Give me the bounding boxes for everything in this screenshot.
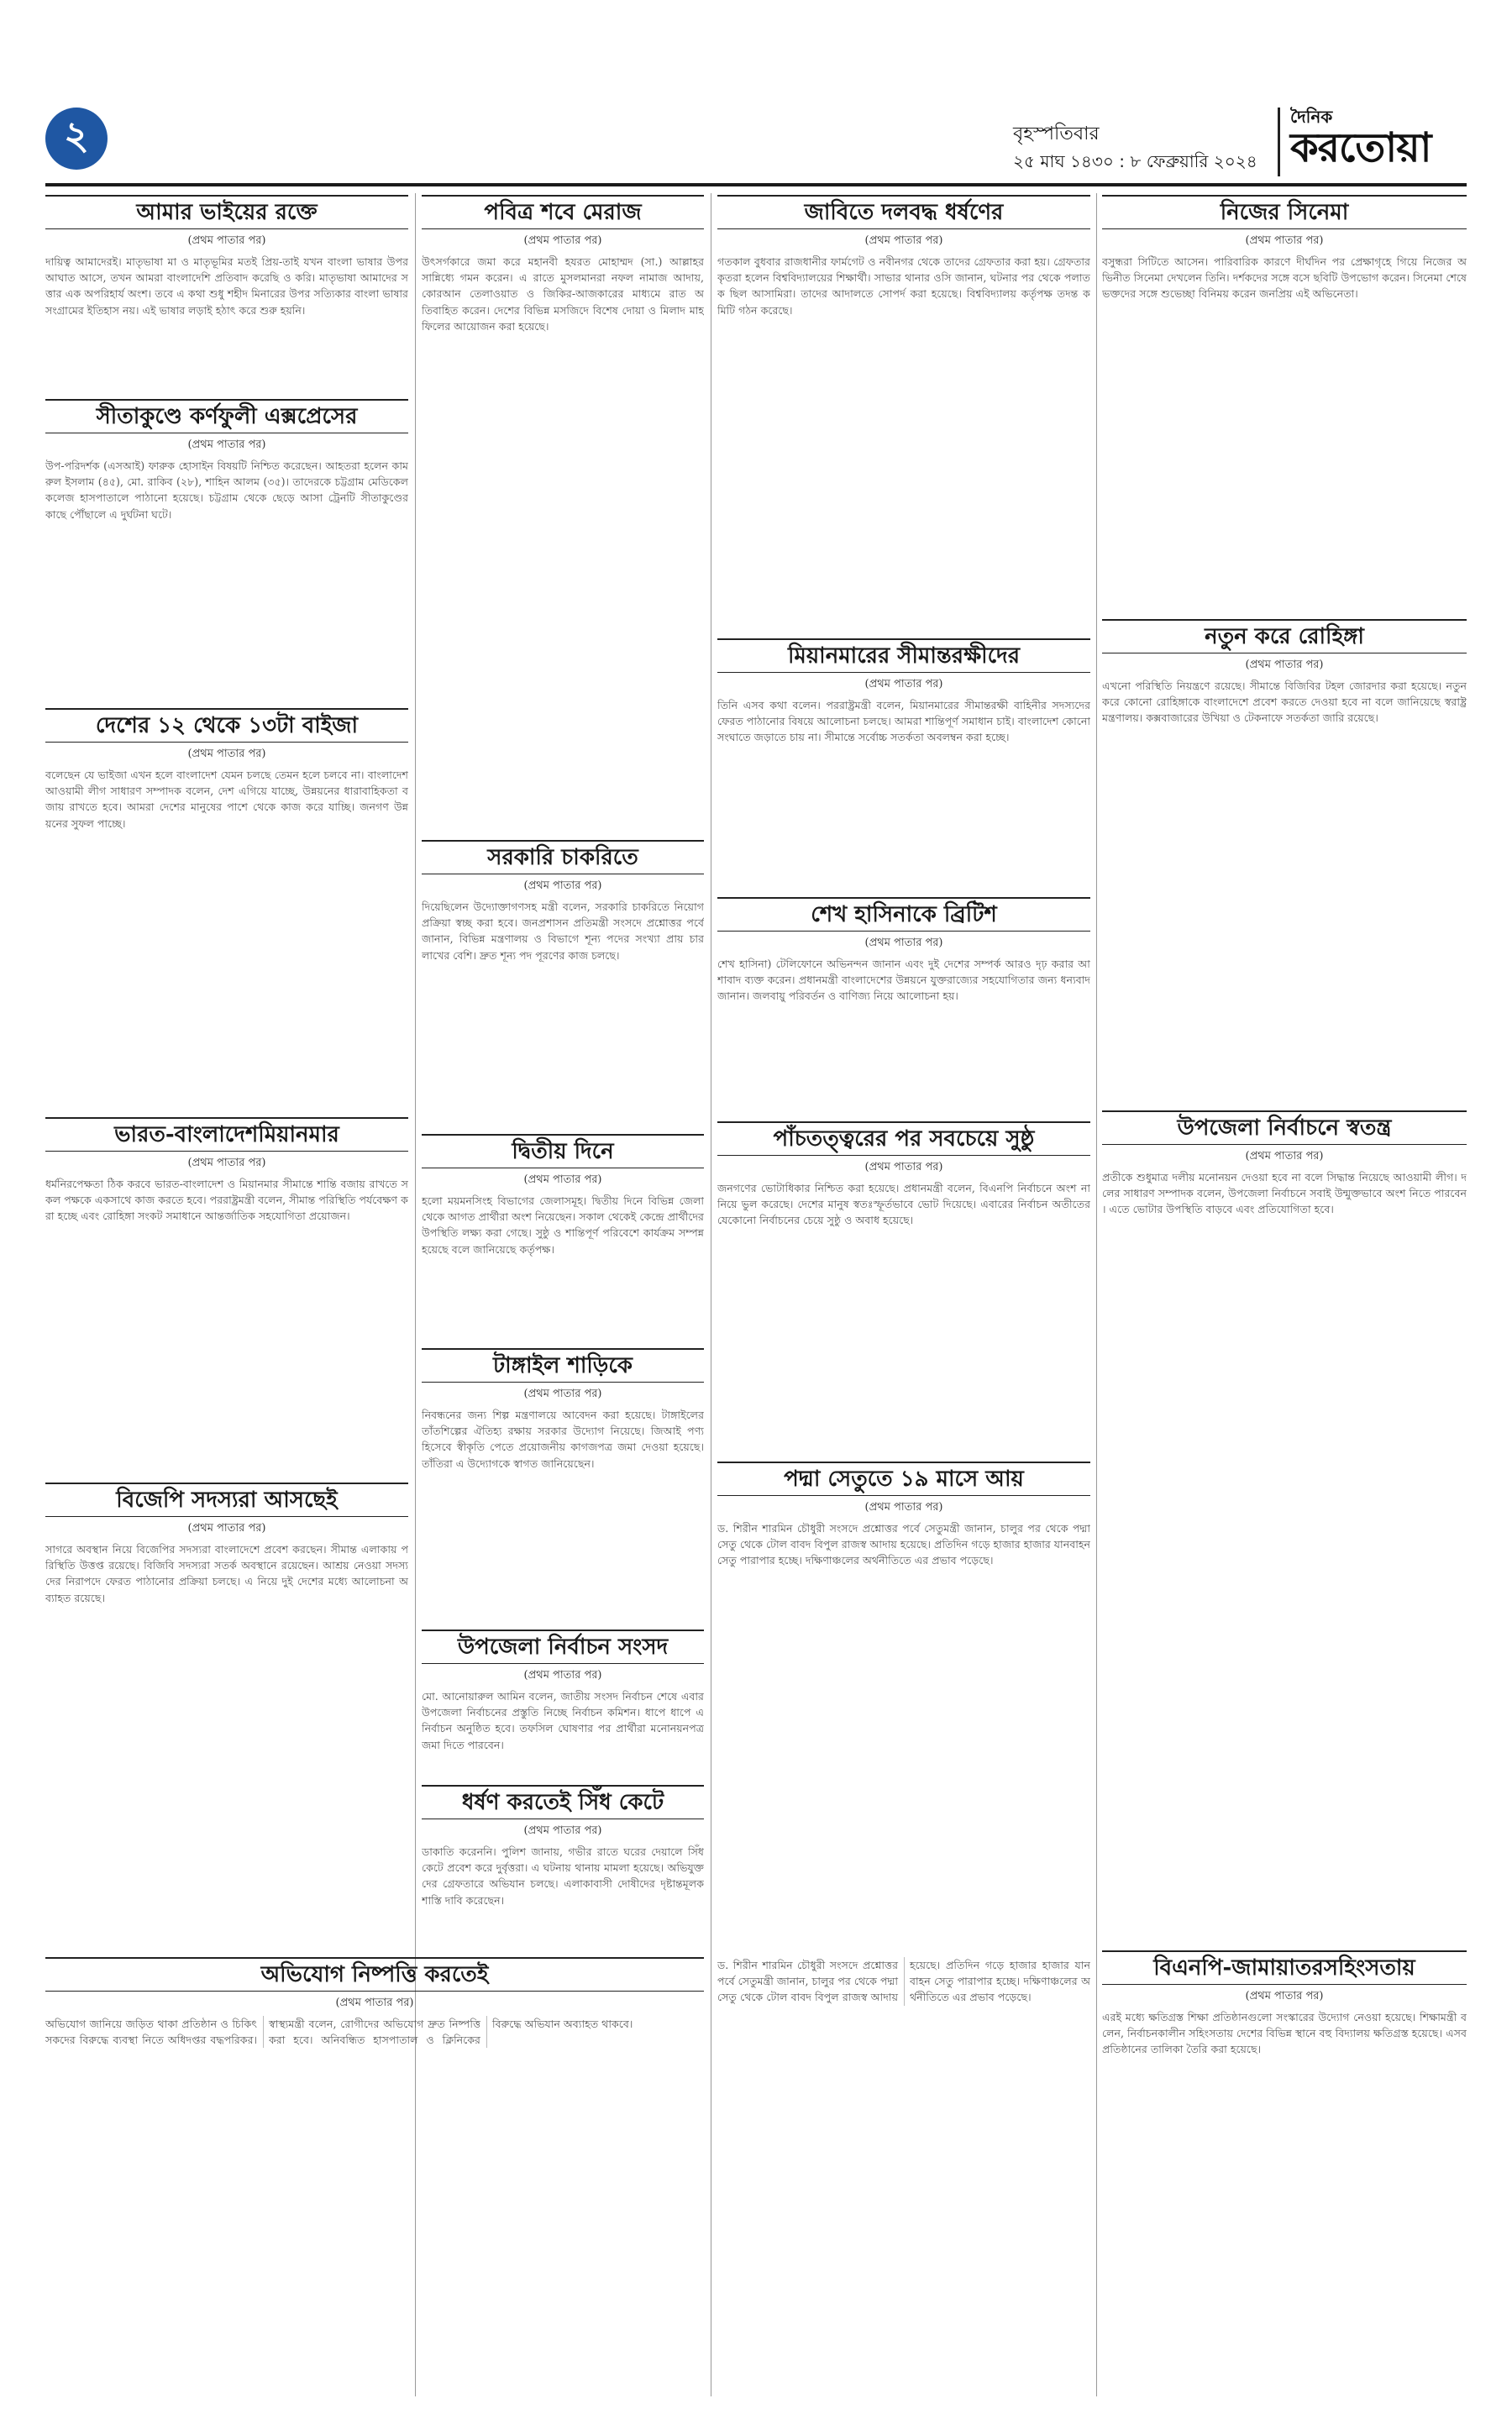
continuation-note: (প্রথম পাতার পর)	[1245, 234, 1324, 247]
continuation-note: (প্রথম পাতার পর)	[523, 234, 602, 247]
article-complaint-settlement	[45, 1957, 704, 2394]
continuation-note: (প্রথম পাতার পর)	[187, 438, 266, 451]
article-india-bangladesh-myanmar	[45, 1117, 408, 1478]
headline: টাঙ্গাইল শাড়িকে	[422, 1348, 704, 1383]
headline: সরকারি চাকরিতে	[422, 840, 704, 874]
column-rule	[1096, 193, 1097, 2396]
headline: পদ্মা সেতুতে ১৯ মাসে আয়	[717, 1462, 1090, 1496]
continuation-note: (প্রথম পাতার পর)	[187, 748, 266, 760]
headline: বিএনপি-জামায়াতরসহিংসতায়	[1102, 1950, 1467, 1985]
article-british-pm	[717, 897, 1090, 1115]
article-body: গতকাল বুধবার রাজধানীর ফার্মগেট ও নবীনগর থেকে তাদের গ্রেফতার করা হয়। গ্রেফতারকৃতরা হলেন বিশ্ববিদ্যালয়ের শিক্ষার্থী। সাভার থানার ওসি জানান, ঘটনার পর থেকে পলাতক ছিল আসামিরা। তাদের আদালতে সোপর্দ করা হয়েছে। বিশ্ববিদ্যালয় কর্তৃপক্ষ তদন্ত কমিটি গঠন করেছে।	[717, 255, 1090, 317]
article-govt-jobs	[422, 840, 704, 1130]
article-body: অভিযোগ জানিয়ে জড়িত থাকা প্রতিষ্ঠান ও চিকিৎসকদের বিরুদ্ধে ব্যবস্থা নিতে অধিদপ্তর বদ্ধপরিকর। স্বাস্থ্যমন্ত্রী বলেন, রোগীদের অভিযোগ দ্রুত নিষ্পত্তি করা হবে। অনিবন্ধিত হাসপাতাল ও ক্লিনিকের বিরুদ্ধে অভিযান অব্যাহত থাকবে।	[45, 2018, 633, 2047]
headline: নতুন করে রোহিঙ্গা	[1102, 619, 1467, 653]
headline: বিজেপি সদস্যরা আসছেই	[45, 1483, 408, 1517]
continuation-note: (প্রথম পাতার পর)	[187, 1522, 266, 1535]
article-second-day	[422, 1134, 704, 1344]
article-padma-continued	[717, 1957, 1090, 2394]
article-myanmar-border-guards	[717, 638, 1090, 890]
article-body: এখনো পরিস্থিতি নিয়ন্ত্রণে রয়েছে। সীমান্তে বিজিবির টহল জোরদার করা হয়েছে। নতুন করে কোনো রোহিঙ্গাকে বাংলাদেশে প্রবেশ করতে দেওয়া হবে না বলে জানিয়েছে স্বরাষ্ট্র মন্ত্রণালয়। কক্সবাজারের উখিয়া ও টেকনাফে সতর্কতা জারি রয়েছে।	[1102, 680, 1467, 725]
headline: শেখ হাসিনাকে ব্রিটিশ	[717, 897, 1090, 932]
headline: নিজের সিনেমা	[1102, 195, 1467, 229]
article-padma-bridge-income	[717, 1462, 1090, 1949]
continuation-note: (প্রথম পাতার পর)	[523, 1824, 602, 1837]
article-body: নিবন্ধনের জন্য শিল্প মন্ত্রণালয়ে আবেদন করা হয়েছে। টাঙ্গাইলের তাঁতশিল্পের ঐতিহ্য রক্ষায় সরকার উদ্যোগ নিয়েছে। জিআই পণ্য হিসেবে স্বীকৃতি পেতে প্রয়োজনীয় কাগজপত্র জমা দেওয়া হয়েছে। তাঁতিরা এ উদ্যোগকে স্বাগত জানিয়েছেন।	[422, 1409, 704, 1470]
article-body: ড. শিরীন শারমিন চৌধুরী সংসদে প্রশ্নোত্তর পর্বে সেতুমন্ত্রী জানান, চালুর পর থেকে পদ্মা সেতু থেকে টোল বাবদ বিপুল রাজস্ব আদায় হয়েছে। প্রতিদিন গড়ে হাজার হাজার যানবাহন সেতু পারাপার হচ্ছে। দক্ষিণাঞ্চলের অর্থনীতিতে এর প্রভাব পড়েছে।	[717, 1959, 1090, 2004]
continuation-note: (প্রথম পাতার পর)	[523, 1173, 602, 1186]
masthead-rule	[45, 183, 1467, 186]
article-body: দিয়েছিলেন উদ্যোক্তাগণসহ মন্ত্রী বলেন, সরকারি চাকরিতে নিয়োগ প্রক্রিয়া স্বচ্ছ করা হবে। জনপ্রশাসন প্রতিমন্ত্রী সংসদে প্রশ্নোত্তর পর্বে জানান, বিভিন্ন মন্ত্রণালয় ও বিভাগে শূন্য পদের সংখ্যা প্রায় চার লাখের বেশি। দ্রুত শূন্য পদ পূরণের কাজ চলছে।	[422, 900, 704, 962]
continuation-note: (প্রথম পাতার পর)	[187, 234, 266, 247]
article-upazila-independent	[1102, 1110, 1467, 1946]
date-line: ২৫ মাঘ ১৪৩০ : ৮ ফেব্রুয়ারি ২০২৪	[1013, 151, 1257, 171]
newspaper-logo	[1278, 108, 1467, 176]
article-body: হলো ময়মনসিংহ বিভাগের জেলাসমূহ। দ্বিতীয় দিনে বিভিন্ন জেলা থেকে আগত প্রার্থীরা অংশ নিয়েছেন। সকাল থেকেই কেন্দ্রে প্রার্থীদের উপস্থিতি লক্ষ্য করা গেছে। সুষ্ঠু ও শান্তিপূর্ণ পরিবেশে কার্যক্রম সম্পন্ন হয়েছে বলে জানিয়েছে কর্তৃপক্ষ।	[422, 1194, 704, 1256]
article-body: উৎসর্গকারে জমা করে মহানবী হযরত মোহাম্মদ (সা.) আল্লাহর সান্নিধ্যে গমন করেন। এ রাতে মুসলমানরা নফল নামাজ আদায়, কোরআন তেলাওয়াত ও জিকির-আজকারের মাধ্যমে রাত অতিবাহিত করেন। দেশের বিভিন্ন মসজিদে বিশেষ দোয়া ও মিলাদ মাহফিলের আয়োজন করা হয়েছে।	[422, 255, 704, 333]
headline: জাবিতে দলবদ্ধ ধর্ষণের	[717, 195, 1090, 229]
logo-small-text: দৈনিক	[1290, 107, 1333, 127]
article-jabi-rape	[717, 195, 1090, 632]
headline: দ্বিতীয় দিনে	[422, 1134, 704, 1168]
article-body: ধর্মনিরপেক্ষতা ঠিক করবে ভারত-বাংলাদেশ ও মিয়ানমার সীমান্তে শান্তি বজায় রাখতে সকল পক্ষকে একসাথে কাজ করতে হবে। পররাষ্ট্রমন্ত্রী বলেন, সীমান্ত পরিস্থিতি পর্যবেক্ষণ করা হচ্ছে এবং রোহিঙ্গা সংকট সমাধানে আন্তর্জাতিক সহযোগিতা প্রয়োজন।	[45, 1178, 408, 1223]
article-body: বসুন্ধরা সিটিতে আসেন। পারিবারিক কারণে দীর্ঘদিন পর প্রেক্ষাগৃহে গিয়ে নিজের অভিনীত সিনেমা দেখলেন তিনি। দর্শকদের সঙ্গে বসে ছবিটি উপভোগ করেন। সিনেমা শেষে ভক্তদের সঙ্গে শুভেচ্ছা বিনিময় করেন জনপ্রিয় এই অভিনেতা।	[1102, 255, 1467, 301]
continuation-note: (প্রথম পাতার পর)	[864, 937, 943, 949]
headline: আমার ভাইয়ের রক্তে	[45, 195, 408, 229]
article-bnp-jamaat-violence	[1102, 1950, 1467, 2396]
article-body: শেখ হাসিনা) টেলিফোনে অভিনন্দন জানান এবং দুই দেশের সম্পর্ক আরও দৃঢ় করার আশাবাদ ব্যক্ত করেন। প্রধানমন্ত্রী বাংলাদেশের উন্নয়নে যুক্তরাজ্যের সহযোগিতার জন্য ধন্যবাদ জানান। জলবায়ু পরিবর্তন ও বাণিজ্য নিয়ে আলোচনা হয়।	[717, 958, 1090, 1003]
headline: পবিত্র শবে মেরাজ	[422, 195, 704, 229]
continuation-note: (প্রথম পাতার পর)	[1245, 1990, 1324, 2002]
continuation-note: (প্রথম পাতার পর)	[523, 1388, 602, 1400]
continuation-note: (প্রথম পাতার পর)	[187, 1157, 266, 1169]
headline: উপজেলা নির্বাচনে স্বতন্ত্র	[1102, 1110, 1467, 1145]
article-sitakunda-train	[45, 399, 408, 701]
logo-big-text: করতোয়া	[1290, 124, 1431, 171]
headline: পাঁচতত্ত্বরের পর সবচেয়ে সুষ্ঠু	[717, 1121, 1090, 1156]
article-sindh-kete	[422, 1785, 704, 1949]
headline: উপজেলা নির্বাচন সংসদ	[422, 1630, 704, 1664]
masthead	[996, 108, 1467, 176]
article-body: দায়িত্ব আমাদেরই। মাতৃভাষা মা ও মাতৃভূমির মতই প্রিয়-তাই যখন বাংলা ভাষার উপর আঘাত আসে, তখন আমরা বাংলাদেশি প্রতিবাদ করেছি ও করি। মাতৃভাষা আমাদের সত্তার এক অপরিহার্য অংশ। তবে এ কথা শুধু শহীদ মিনারের উপর সত্যিকার বাংলা ভাষার সংগ্রামের ইতিহাস নয়। এই ভাষার লড়াই হঠাৎ করে শুরু হয়নি।	[45, 255, 408, 317]
continuation-note: (প্রথম পাতার পর)	[864, 1501, 943, 1514]
continuation-note: (প্রথম পাতার পর)	[523, 1669, 602, 1682]
continuation-note: (প্রথম পাতার পর)	[1245, 659, 1324, 671]
article-brothers-blood	[45, 195, 408, 392]
article-body: প্রতীকে শুধুমাত্র দলীয় মনোনয়ন দেওয়া হবে না বলে সিদ্ধান্ত নিয়েছে আওয়ামী লীগ। দলের সাধারণ সম্পাদক বলেন, উপজেলা নির্বাচনে সবাই উন্মুক্তভাবে অংশ নিতে পারবেন। এতে ভোটার উপস্থিতি বাড়বে এবং প্রতিযোগিতা হবে।	[1102, 1171, 1467, 1216]
headline: ভারত-বাংলাদেশমিয়ানমার	[45, 1117, 408, 1152]
continuation-note: (প্রথম পাতার পর)	[335, 1997, 414, 2009]
continuation-note: (প্রথম পাতার পর)	[1245, 1150, 1324, 1163]
article-body: তিনি এসব কথা বলেন। পররাষ্ট্রমন্ত্রী বলেন, মিয়ানমারের সীমান্তরক্ষী বাহিনীর সদস্যদের ফেরত পাঠানোর বিষয়ে আলোচনা চলছে। আমরা শান্তিপূর্ণ সমাধান চাই। বাংলাদেশ কোনো সংঘাতে জড়াতে চায় না। সীমান্তে সর্বোচ্চ সতর্কতা অবলম্বন করা হচ্ছে।	[717, 699, 1090, 744]
article-bgp-members	[45, 1483, 408, 1953]
article-baija	[45, 708, 408, 1111]
article-tangail-saree	[422, 1348, 704, 1625]
article-body: সাগরে অবস্থান নিয়ে বিজেপির সদস্যরা বাংলাদেশে প্রবেশ করছেন। সীমান্ত এলাকায় পরিস্থিতি উত্তপ্ত রয়েছে। বিজিবি সদস্যরা সতর্ক অবস্থানে রয়েছেন। আশ্রয় নেওয়া সদস্যদের নিরাপদে ফেরত পাঠানোর প্রক্রিয়া চলছে। এ নিয়ে দুই দেশের মধ্যে আলোচনা অব্যাহত রয়েছে।	[45, 1543, 408, 1604]
continuation-note: (প্রথম পাতার পর)	[864, 234, 943, 247]
article-body: বলেছেন যে ভাইজা এখন হলে বাংলাদেশ যেমন চলছে তেমন হলে চলবে না। বাংলাদেশ আওয়ামী লীগ সাধারণ সম্পাদক বলেন, দেশ এগিয়ে যাচ্ছে, উন্নয়নের ধারাবাহিকতা বজায় রাখতে হবে। আমরা দেশের মানুষের পাশে থেকে কাজ করে যাচ্ছি। জনগণ উন্নয়নের সুফল পাচ্ছে।	[45, 769, 408, 830]
headline: মিয়ানমারের সীমান্তরক্ষীদের	[717, 638, 1090, 673]
headline: দেশের ১২ থেকে ১৩টা বাইজা	[45, 708, 408, 743]
article-upazila-parliament	[422, 1630, 704, 1781]
article-body: ডাকাতি করেননি। পুলিশ জানায়, গভীর রাতে ঘরের দেয়ালে সিঁধ কেটে প্রবেশ করে দুর্বৃত্তরা। এ ঘটনায় থানায় মামলা হয়েছে। অভিযুক্তদের গ্রেফতারে অভিযান চলছে। এলাকাবাসী দোষীদের দৃষ্টান্তমূলক শাস্তি দাবি করেছেন।	[422, 1845, 704, 1907]
article-body: জনগণের ভোটাধিকার নিশ্চিত করা হয়েছে। প্রধানমন্ত্রী বলেন, বিএনপি নির্বাচনে অংশ না নিয়ে ভুল করেছে। দেশের মানুষ স্বতঃস্ফূর্তভাবে ভোট দিয়েছে। এবারের নির্বাচন অতীতের যেকোনো নির্বাচনের চেয়ে সুষ্ঠু ও অবাধ হয়েছে।	[717, 1182, 1090, 1227]
article-fairest-election	[717, 1121, 1090, 1457]
article-body: উপ-পরিদর্শক (এসআই) ফারুক হোসাইন বিষয়টি নিশ্চিত করেছেন। আহতরা হলেন কামরুল ইসলাম (৪৫), মো. রাকিব (২৮), শাহিন আলম (৩৫)। তাদেরকে চট্টগ্রাম মেডিকেল কলেজ হাসপাতালে পাঠানো হয়েছে। চট্টগ্রাম থেকে ছেড়ে আসা ট্রেনটি সীতাকুণ্ডের কাছে পৌঁছালে এ দুর্ঘটনা ঘটে।	[45, 459, 408, 521]
continuation-note: (প্রথম পাতার পর)	[864, 1161, 943, 1173]
continuation-note: (প্রথম পাতার পর)	[523, 879, 602, 892]
article-shab-e-meraj	[422, 195, 704, 833]
day-name: বৃহস্পতিবার	[1013, 123, 1100, 144]
headline: সীতাকুণ্ডে কর্ণফুলী এক্সপ্রেসের	[45, 399, 408, 433]
article-own-cinema	[1102, 195, 1467, 615]
continuation-note: (প্রথম পাতার পর)	[864, 678, 943, 690]
page-number-badge: ২	[45, 108, 108, 170]
article-new-rohingya	[1102, 619, 1467, 1106]
headline: অভিযোগ নিষ্পত্তি করতেই	[45, 1957, 704, 1992]
headline: ধর্ষণ করতেই সিঁধ কেটে	[422, 1785, 704, 1819]
article-body: ড. শিরীন শারমিন চৌধুরী সংসদে প্রশ্নোত্তর পর্বে সেতুমন্ত্রী জানান, চালুর পর থেকে পদ্মা সেতু থেকে টোল বাবদ বিপুল রাজস্ব আদায় হয়েছে। প্রতিদিন গড়ে হাজার হাজার যানবাহন সেতু পারাপার হচ্ছে। দক্ষিণাঞ্চলের অর্থনীতিতে এর প্রভাব পড়েছে।	[717, 1522, 1090, 1567]
article-body: এরই মধ্যে ক্ষতিগ্রস্ত শিক্ষা প্রতিষ্ঠানগুলো সংস্কারের উদ্যোগ নেওয়া হয়েছে। শিক্ষামন্ত্রী বলেন, নির্বাচনকালীন সহিংসতায় দেশের বিভিন্ন স্থানে বহু বিদ্যালয় ক্ষতিগ্রস্ত হয়েছে। এসব প্রতিষ্ঠানের তালিকা তৈরি করা হয়েছে।	[1102, 2011, 1467, 2056]
article-body: মো. আনোয়ারুল আমিন বলেন, জাতীয় সংসদ নির্বাচন শেষে এবার উপজেলা নির্বাচনের প্রস্তুতি নিচ্ছে নির্বাচন কমিশন। ধাপে ধাপে এ নির্বাচন অনুষ্ঠিত হবে। তফসিল ঘোষণার পর প্রার্থীরা মনোনয়নপত্র জমা দিতে পারবেন।	[422, 1690, 704, 1751]
